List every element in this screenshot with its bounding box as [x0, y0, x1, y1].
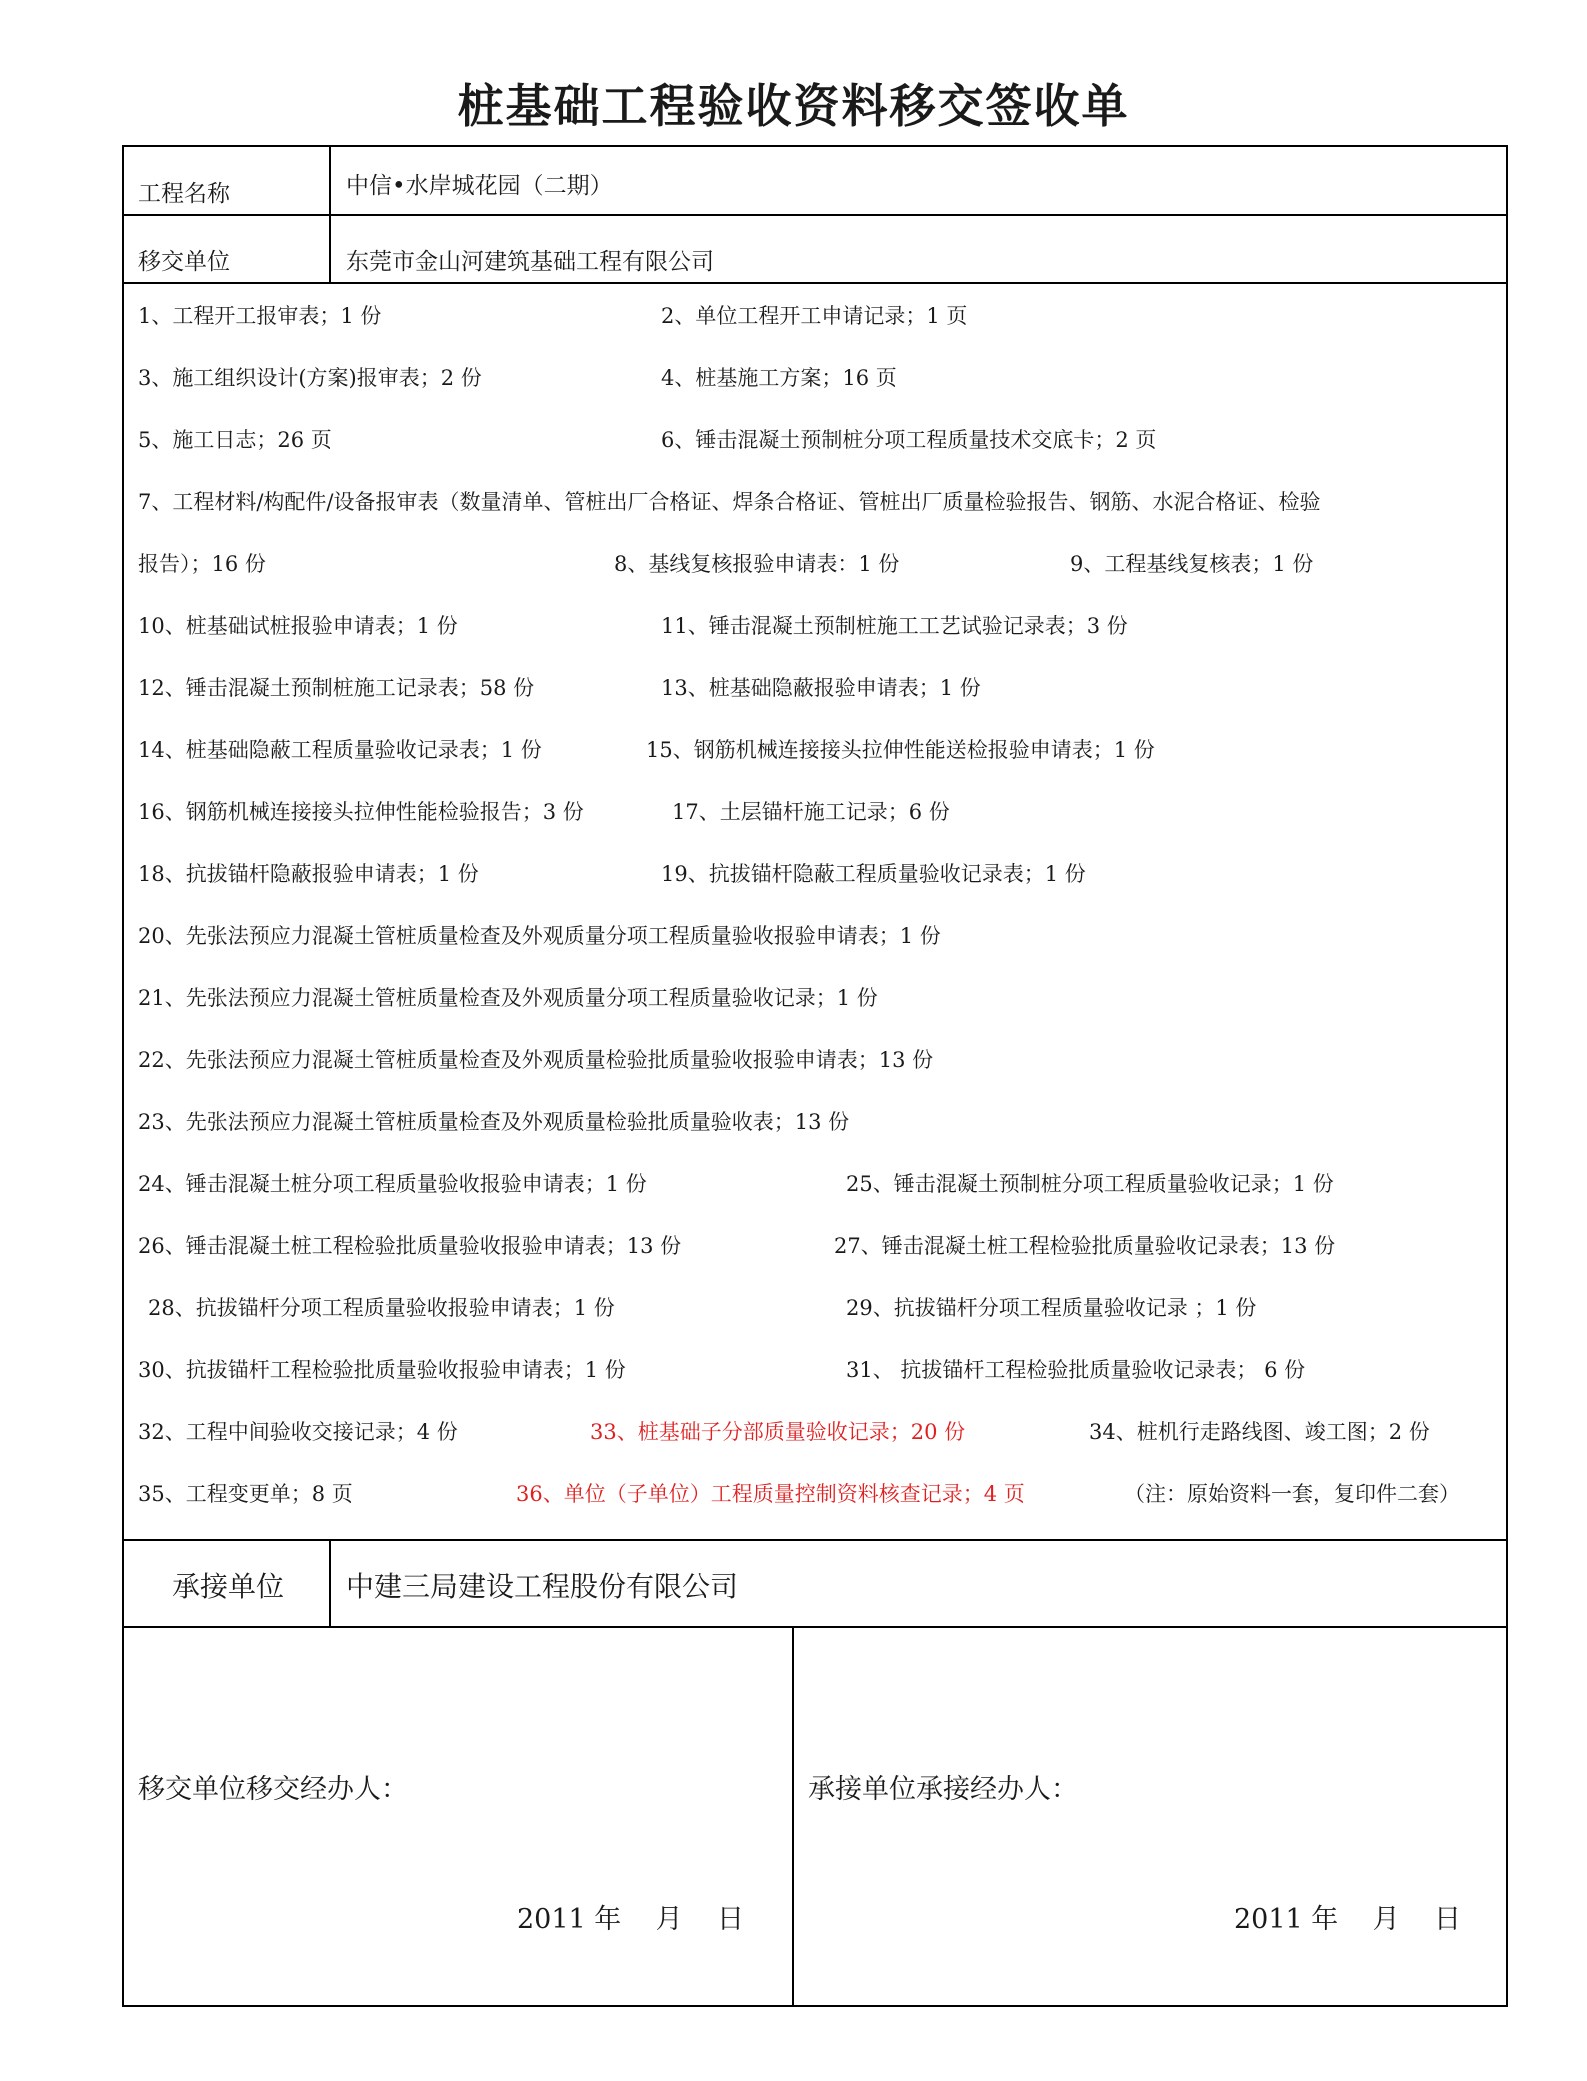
item-15: 15、钢筋机械连接接头拉伸性能送检报验申请表；1 份 — [646, 738, 1155, 762]
receiver-label: 承接单位 — [172, 1570, 285, 1603]
page-title: 桩基础工程验收资料移交签收单 — [457, 79, 1130, 133]
list-item — [124, 478, 1506, 518]
list-item — [124, 292, 1506, 332]
list-item — [124, 912, 1506, 952]
item-9: 9、工程基线复核表；1 份 — [1070, 552, 1314, 576]
copies-note: （注：原始资料一套，复印件二套） — [1124, 1482, 1460, 1506]
list-item — [124, 602, 1506, 642]
left-date: 2011 年 月 日 — [517, 1904, 744, 1935]
item-26: 26、锤击混凝土桩工程检验批质量验收报验申请表；13 份 — [138, 1234, 682, 1258]
item-23: 23、先张法预应力混凝土管桩质量检查及外观质量检验批质量验收表；13 份 — [138, 1110, 850, 1134]
item-32: 32、工程中间验收交接记录；4 份 — [138, 1420, 458, 1444]
transfer-person-label: 移交单位移交经办人： — [138, 1774, 408, 1805]
project-name-value: 中信•水岸城花园（二期） — [346, 173, 613, 199]
item-12: 12、锤击混凝土预制桩施工记录表；58 份 — [138, 676, 535, 700]
item-25: 25、锤击混凝土预制桩分项工程质量验收记录；1 份 — [846, 1172, 1334, 1196]
item-18: 18、抗拔锚杆隐蔽报验申请表；1 份 — [138, 862, 479, 886]
item-5: 5、施工日志；26 页 — [138, 428, 332, 452]
divider — [124, 1626, 1506, 1628]
item-27: 27、锤击混凝土桩工程检验批质量验收记录表；13 份 — [834, 1234, 1336, 1258]
item-20: 20、先张法预应力混凝土管桩质量检查及外观质量分项工程质量验收报验申请表；1 份 — [138, 924, 941, 948]
divider — [124, 214, 1506, 216]
item-11: 11、锤击混凝土预制桩施工工艺试验记录表；3 份 — [661, 614, 1128, 638]
column-divider — [792, 1626, 794, 2007]
list-item — [124, 1098, 1506, 1138]
right-date: 2011 年 月 日 — [1234, 1904, 1461, 1935]
column-divider — [329, 1539, 331, 1626]
item-30: 30、抗拔锚杆工程检验批质量验收报验申请表；1 份 — [138, 1358, 626, 1382]
item-10: 10、桩基础试桩报验申请表；1 份 — [138, 614, 458, 638]
item-7-cont: 报告）；16 份 — [138, 552, 266, 576]
item-1: 1、工程开工报审表；1 份 — [138, 304, 382, 328]
transfer-unit-label: 移交单位 — [138, 249, 230, 275]
item-33: 33、桩基础子分部质量验收记录；20 份 — [590, 1420, 966, 1444]
item-36: 36、单位（子单位）工程质量控制资料核查记录；4 页 — [516, 1482, 1025, 1506]
list-item — [124, 1036, 1506, 1076]
item-4: 4、桩基施工方案；16 页 — [661, 366, 897, 390]
list-item — [124, 788, 1506, 828]
item-7: 7、工程材料/构配件/设备报审表（数量清单、管桩出厂合格证、焊条合格证、管桩出厂质量检验报告、钢筋、水泥合格证、检验 — [138, 490, 1321, 514]
item-24: 24、锤击混凝土桩分项工程质量验收报验申请表；1 份 — [138, 1172, 647, 1196]
receive-person-label: 承接单位承接经办人： — [808, 1774, 1078, 1805]
transfer-unit-value: 东莞市金山河建筑基础工程有限公司 — [346, 249, 714, 275]
divider — [124, 1539, 1506, 1541]
item-34: 34、桩机行走路线图、竣工图；2 份 — [1089, 1420, 1430, 1444]
item-17: 17、土层锚杆施工记录；6 份 — [672, 800, 950, 824]
list-item — [124, 1222, 1506, 1262]
list-item — [124, 354, 1506, 394]
item-14: 14、桩基础隐蔽工程质量验收记录表；1 份 — [138, 738, 542, 762]
list-item — [124, 540, 1506, 580]
list-item — [124, 726, 1506, 766]
project-name-label: 工程名称 — [138, 181, 230, 207]
list-item — [124, 1284, 1506, 1324]
transfer-form — [122, 145, 1508, 2007]
item-28: 28、抗拔锚杆分项工程质量验收报验申请表；1 份 — [148, 1296, 615, 1320]
list-item — [124, 850, 1506, 890]
item-19: 19、抗拔锚杆隐蔽工程质量验收记录表；1 份 — [661, 862, 1086, 886]
item-6: 6、锤击混凝土预制桩分项工程质量技术交底卡；2 页 — [661, 428, 1157, 452]
item-16: 16、钢筋机械连接接头拉伸性能检验报告；3 份 — [138, 800, 584, 824]
item-31: 31、 抗拔锚杆工程检验批质量验收记录表； 6 份 — [846, 1358, 1306, 1382]
list-item — [124, 1160, 1506, 1200]
item-8: 8、基线复核报验申请表：1 份 — [614, 552, 900, 576]
item-29: 29、抗拔锚杆分项工程质量验收记录 ；1 份 — [846, 1296, 1257, 1320]
item-13: 13、桩基础隐蔽报验申请表；1 份 — [661, 676, 981, 700]
item-3: 3、施工组织设计(方案)报审表；2 份 — [138, 366, 482, 390]
item-35: 35、工程变更单；8 页 — [138, 1482, 353, 1506]
item-2: 2、单位工程开工申请记录；1 页 — [661, 304, 968, 328]
divider — [124, 282, 1506, 284]
column-divider — [329, 147, 331, 282]
list-item — [124, 1408, 1506, 1448]
item-21: 21、先张法预应力混凝土管桩质量检查及外观质量分项工程质量验收记录；1 份 — [138, 986, 878, 1010]
list-item — [124, 974, 1506, 1014]
list-item — [124, 1346, 1506, 1386]
receiver-value: 中建三局建设工程股份有限公司 — [346, 1570, 739, 1603]
item-22: 22、先张法预应力混凝土管桩质量检查及外观质量检验批质量验收报验申请表；13 份 — [138, 1048, 934, 1072]
list-item — [124, 1470, 1506, 1510]
list-item — [124, 416, 1506, 456]
list-item — [124, 664, 1506, 704]
